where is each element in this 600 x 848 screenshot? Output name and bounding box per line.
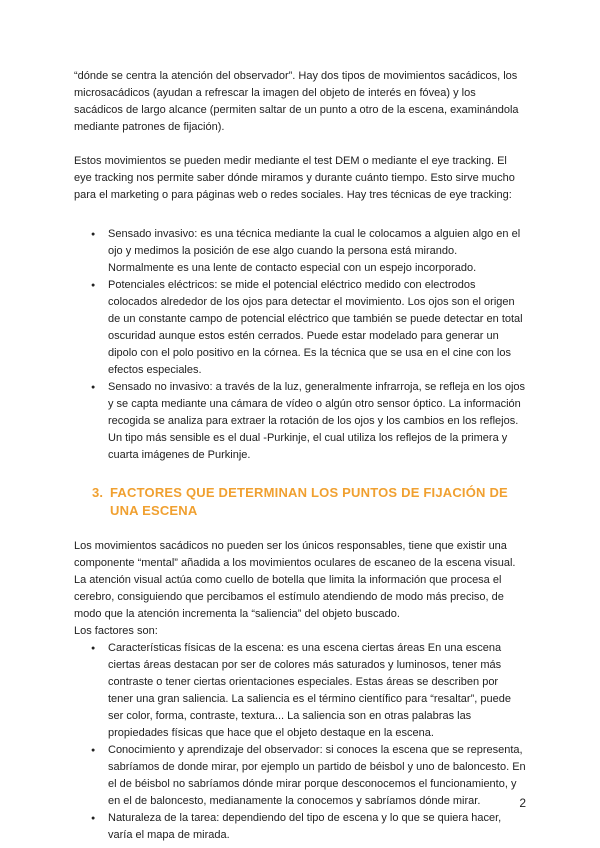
section-title: FACTORES QUE DETERMINAN LOS PUNTOS DE FIJACIÓN DE UNA ESCENA (110, 485, 508, 518)
paragraph-eye-tracking: Estos movimientos se pueden medir mediante el test DEM o mediante el eye tracking. El eye tracking nos permite saber dónde miramos y durante cuánto tiempo. Esto sirve mucho para el marketing o para páginas web o redes sociales. Hay tres técnicas de eye tracking: (74, 155, 515, 201)
section-heading (92, 484, 526, 520)
paragraph-attention: Los movimientos sacádicos no pueden ser los únicos responsables, tiene que existir una componente “mental” añadida a los movimientos oculares de escaneo de la escena visual. La atención visual actúa como cuello de botella que limita la información que procesa el cerebro, consiguiendo que percibamos el estímulo atendiendo de modo más preciso, de modo que la atención incrementa la “saliencia” del objeto buscado. (74, 540, 516, 620)
paragraph-saccades: “dónde se centra la atención del observador”. Hay dos tipos de movimientos sacádicos, los microsacádicos (ayudan a refrescar la imagen del objeto de interés en fóvea) y los sacádicos de largo alcance (permiten saltar de un punto a otro de la escena, examinándola mediante patrones de fijación). (74, 70, 519, 133)
factors-list (74, 640, 526, 844)
list-item: ● Características físicas de la escena: es una escena ciertas áreas En una escena ciertas áreas destacan por ser de colores más saturados y luminosos, tener más contraste o tener ciertas orientaciones especiales. Estas áreas se describen por tener una gran saliencia. La saliencia es el término científico para “resaltar”, puede ser color, forma, contraste, textura... La saliencia son en otras palabras las propiedades físicas que hace que el objeto destaque en la escena. (74, 640, 526, 742)
list-item: ● Conocimiento y aprendizaje del observador: si conoces la escena que se representa, sabríamos de donde mirar, por ejemplo un partido de béisbol y uno de baloncesto. En el de béisbol no sabríamos dónde mirar porque desconocemos el funcionamiento, y en el de baloncesto, medianamente la conocemos y sabríamos dónde mirar. (74, 742, 526, 810)
document-page (74, 68, 526, 844)
list-item: ● Sensado no invasivo: a través de la luz, generalmente infrarroja, se refleja en los ojos y se capta mediante una cámara de vídeo o algún otro sensor óptico. La información recogida se analiza para extraer la rotación de los ojos y los cambios en los reflejos. Un tipo más sensible es el dual -Purkinje, el cual utiliza los reflejos de la primera y cuarta imágenes de Purkinje. (74, 379, 526, 464)
list-item: ● Potenciales eléctricos: se mide el potencial eléctrico medido con electrodos colocados alrededor de los ojos para detectar el movimiento. Los ojos son el origen de un constante campo de potencial eléctrico que también se puede detectar en total oscuridad aunque estos estén cerrados. Puede estar modelado para generar un dipolo con el polo positivo en la córnea. Es la técnica que se usa en el cine con los efectos especiales. (74, 277, 526, 379)
eye-tracking-techniques-list (74, 226, 526, 464)
list-item: ● Naturaleza de la tarea: dependiendo del tipo de escena y lo que se quiera hacer, varía el mapa de mirada. (74, 810, 526, 844)
section-number: 3. (92, 485, 104, 500)
list-item: ● Sensado invasivo: es una técnica mediante la cual le colocamos a alguien algo en el ojo y medimos la posición de ese algo cuando la persona está mirando. Normalmente es una lente de contacto especial con un espejo incorporado. (74, 226, 526, 277)
paragraph-factors-intro: Los factores son: (74, 625, 158, 637)
page-number: 2 (519, 796, 526, 810)
